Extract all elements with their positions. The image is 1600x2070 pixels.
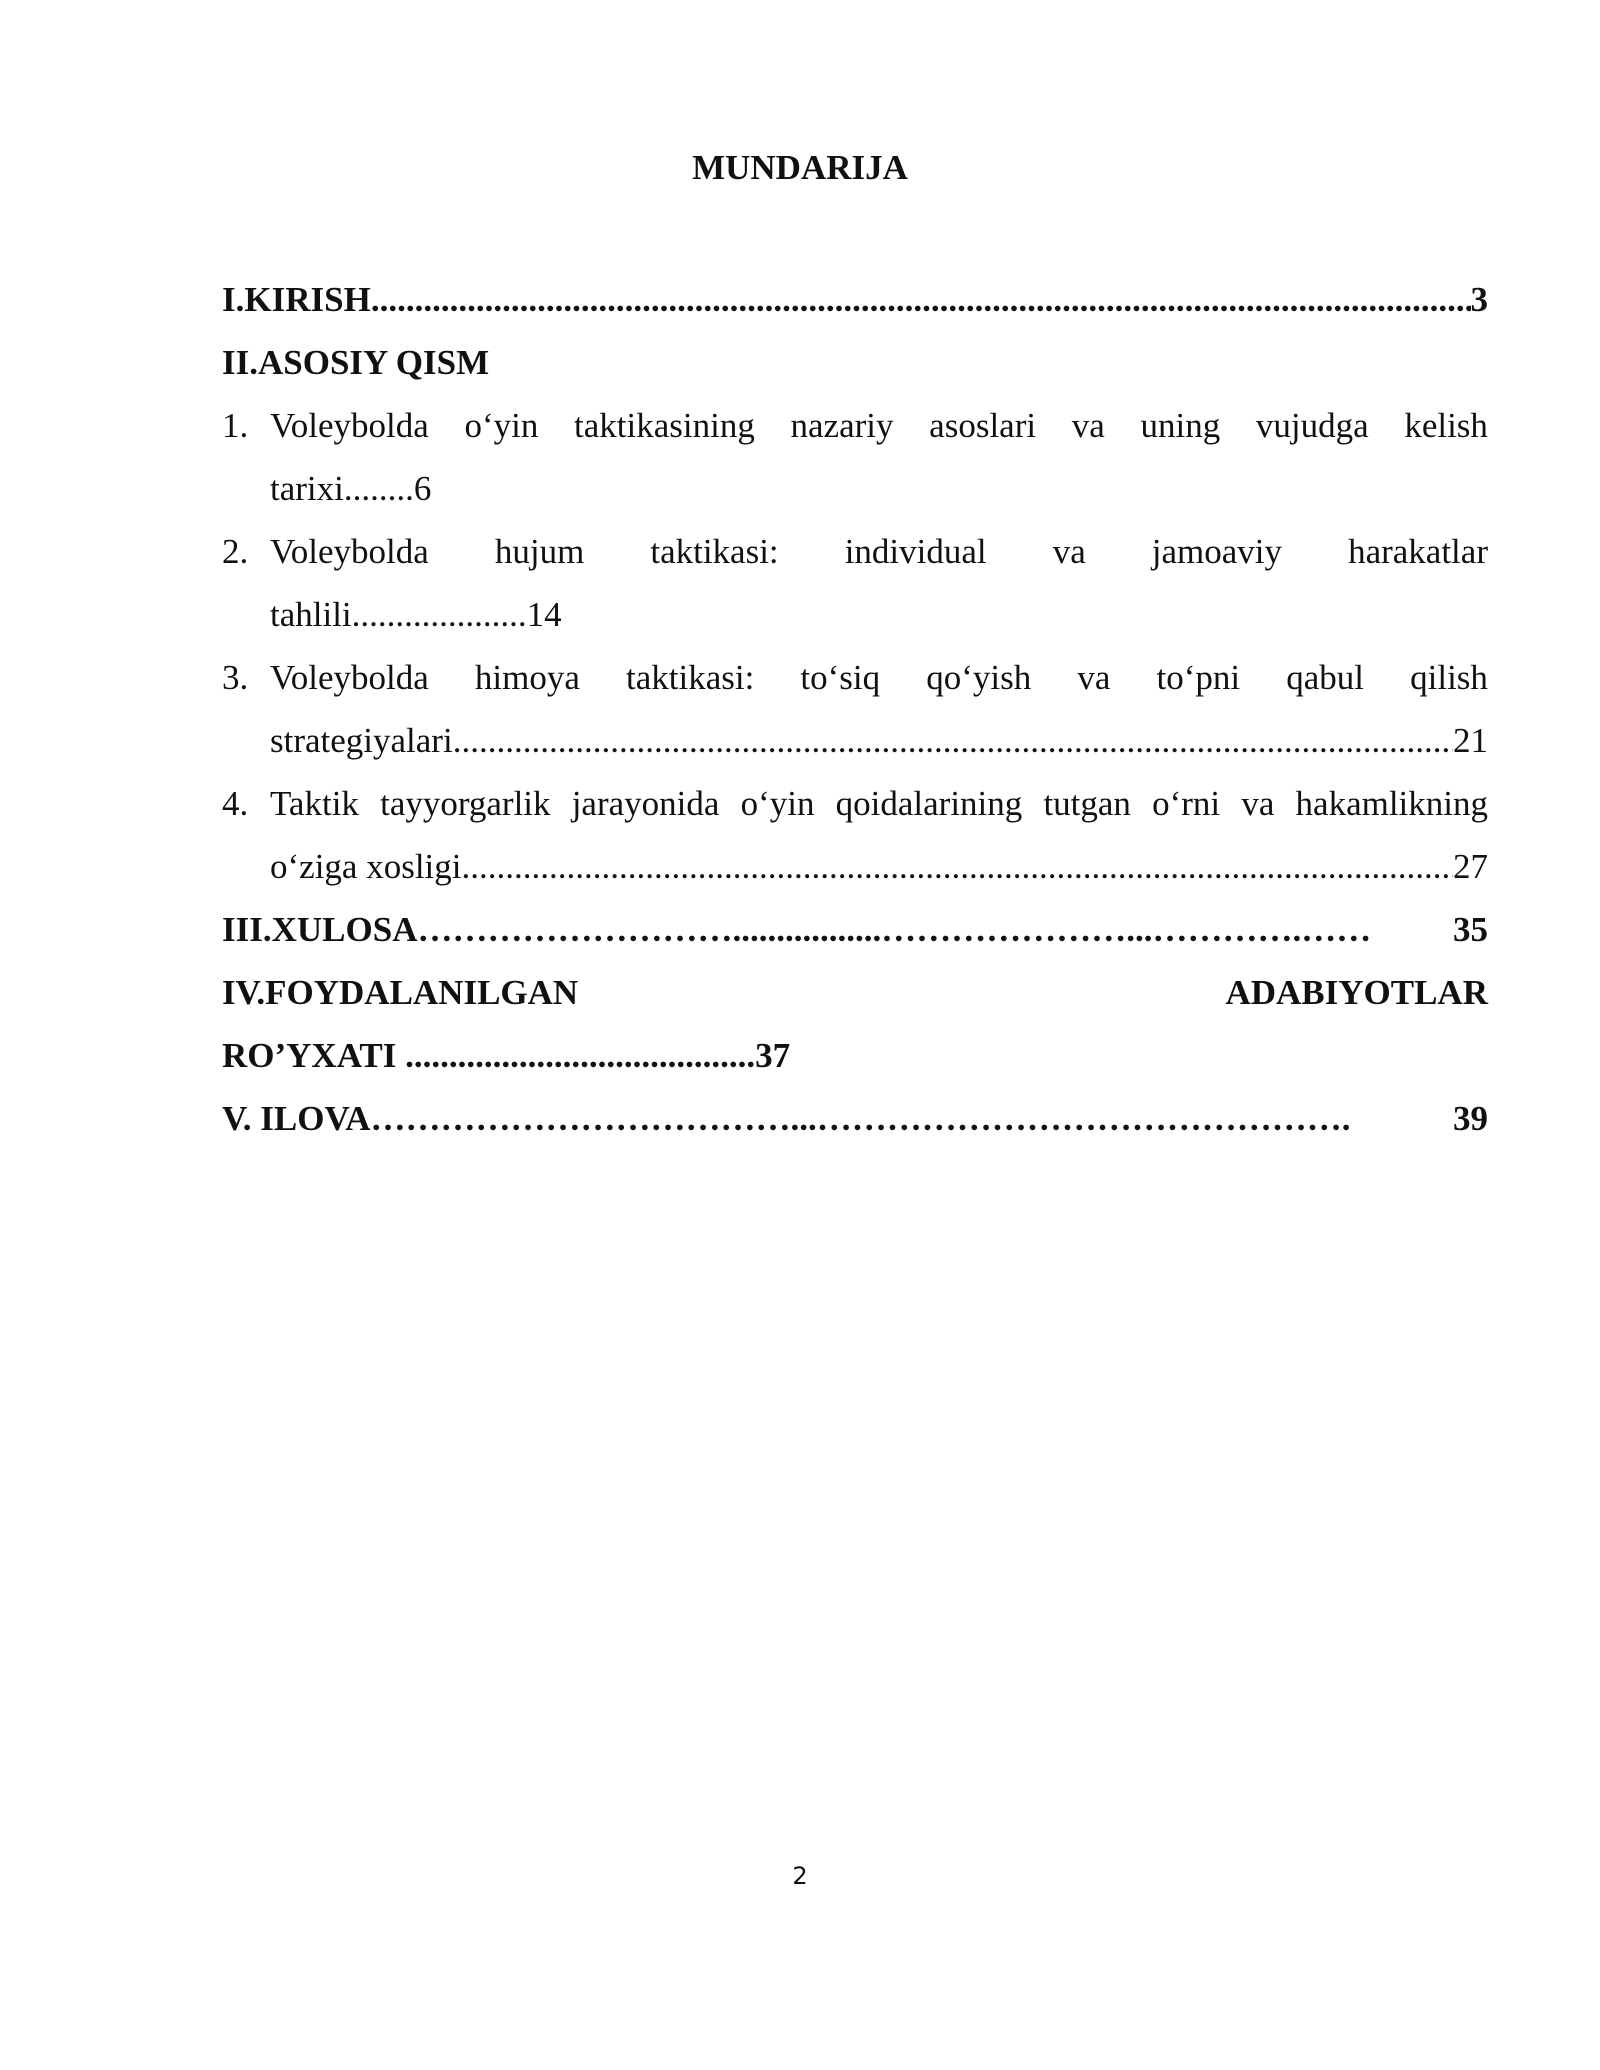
toc-entry-2[interactable] [222, 520, 1488, 583]
entry-label: III.XULOSA [222, 910, 418, 949]
entry-page: 21 [1453, 721, 1488, 760]
dot-leader-short: ........ [343, 469, 414, 508]
entry-word: himoya [474, 658, 580, 697]
entry-number: 1. [222, 406, 249, 445]
entry-page: 37 [755, 1036, 791, 1075]
toc-entry-adabiyotlar-continuation [222, 1024, 1488, 1087]
toc-entry-4-continuation [222, 835, 1488, 898]
entry-word: tayyorgarlik [380, 784, 551, 823]
entry-label-cont: tahlili [270, 595, 352, 634]
entry-label-word-1: IV.FOYDALANILGAN [222, 973, 579, 1012]
entry-word: taktikasining [574, 406, 755, 445]
toc-entry-ilova[interactable] [222, 1087, 1488, 1150]
toc-entry-asosiy-qism[interactable] [222, 331, 1488, 394]
dot-leader-short: ........................................ [405, 1036, 756, 1075]
toc-entry-1-continuation [222, 457, 1488, 520]
toc-entry-xulosa[interactable] [222, 898, 1488, 961]
entry-word: nazariy [790, 406, 894, 445]
dot-leader [371, 268, 1471, 331]
entry-label-cont: tarixi [270, 469, 344, 508]
entry-word: o‘rni [1152, 784, 1221, 823]
entry-word: qabul [1286, 658, 1365, 697]
entry-page: 27 [1453, 847, 1488, 886]
entry-word: vujudga [1255, 406, 1369, 445]
entry-word: Voleybolda [270, 406, 429, 445]
page-number: 2 [792, 1862, 808, 1890]
entry-word: va [1071, 406, 1105, 445]
entry-words [270, 646, 1488, 709]
entry-word: qilish [1410, 658, 1488, 697]
entry-word: harakatlar [1348, 532, 1488, 571]
entry-label-cont: RO’YXATI [222, 1036, 406, 1075]
entry-word: hakamlikning [1295, 784, 1488, 823]
toc-title: MUNDARIJA [692, 148, 908, 187]
entry-number: 4. [222, 784, 249, 823]
entry-word: to‘pni [1156, 658, 1241, 697]
dot-leader [462, 835, 1454, 898]
entry-word: kelish [1404, 406, 1488, 445]
entry-word: tutgan [1043, 784, 1131, 823]
entry-page: 14 [526, 595, 562, 634]
entry-word: o‘yin [464, 406, 539, 445]
entry-word: taktikasi: [626, 658, 755, 697]
entry-word: va [1241, 784, 1275, 823]
toc-entry-kirish[interactable] [222, 268, 1488, 331]
dot-leader [453, 709, 1453, 772]
entry-words [270, 772, 1488, 835]
entry-word: Voleybolda [270, 532, 429, 571]
entry-word: va [1052, 532, 1086, 571]
entry-word: taktikasi: [650, 532, 779, 571]
entry-word: Voleybolda [270, 658, 429, 697]
entry-label-word-2: ADABIYOTLAR [1225, 973, 1488, 1012]
toc-entry-3[interactable] [222, 646, 1488, 709]
entry-page: 3 [1470, 280, 1488, 319]
entry-word: qoidalarining [835, 784, 1023, 823]
entry-word: va [1077, 658, 1111, 697]
toc-entry-2-continuation [222, 583, 1488, 646]
toc-entry-adabiyotlar[interactable] [222, 961, 1488, 1024]
table-of-contents [222, 268, 1488, 1150]
entry-page: 6 [413, 469, 432, 508]
entry-number: 2. [222, 532, 249, 571]
ellipsis-leader: ………………………………...………………………………………. [370, 1099, 1351, 1138]
entry-page: 35 [1453, 910, 1488, 949]
entry-label-cont: o‘ziga xosligi [270, 847, 462, 886]
entry-number: 3. [222, 658, 249, 697]
entry-word: jamoaviy [1151, 532, 1283, 571]
entry-word: hujum [494, 532, 585, 571]
entry-label: V. ILOVA [222, 1099, 371, 1138]
toc-entry-3-continuation [222, 709, 1488, 772]
toc-entry-1[interactable] [222, 394, 1488, 457]
ellipsis-leader: ……………………….................…………………...………….…… [417, 910, 1372, 949]
entry-words [270, 394, 1488, 457]
dot-leader-short: .................... [351, 595, 527, 634]
entry-label-cont: strategiyalari [270, 721, 453, 760]
entry-label: II.ASOSIY QISM [222, 343, 490, 382]
entry-label: I.KIRISH [222, 280, 371, 319]
entry-word: Taktik [270, 784, 359, 823]
entry-word: individual [844, 532, 987, 571]
entry-word: qo‘yish [926, 658, 1032, 697]
entry-word: to‘siq [800, 658, 881, 697]
entry-word: o‘yin [740, 784, 815, 823]
entry-page: 39 [1453, 1099, 1488, 1138]
toc-entry-4[interactable] [222, 772, 1488, 835]
entry-word: asoslari [929, 406, 1037, 445]
entry-words [270, 520, 1488, 583]
entry-word: uning [1140, 406, 1221, 445]
entry-word: jarayonida [571, 784, 720, 823]
